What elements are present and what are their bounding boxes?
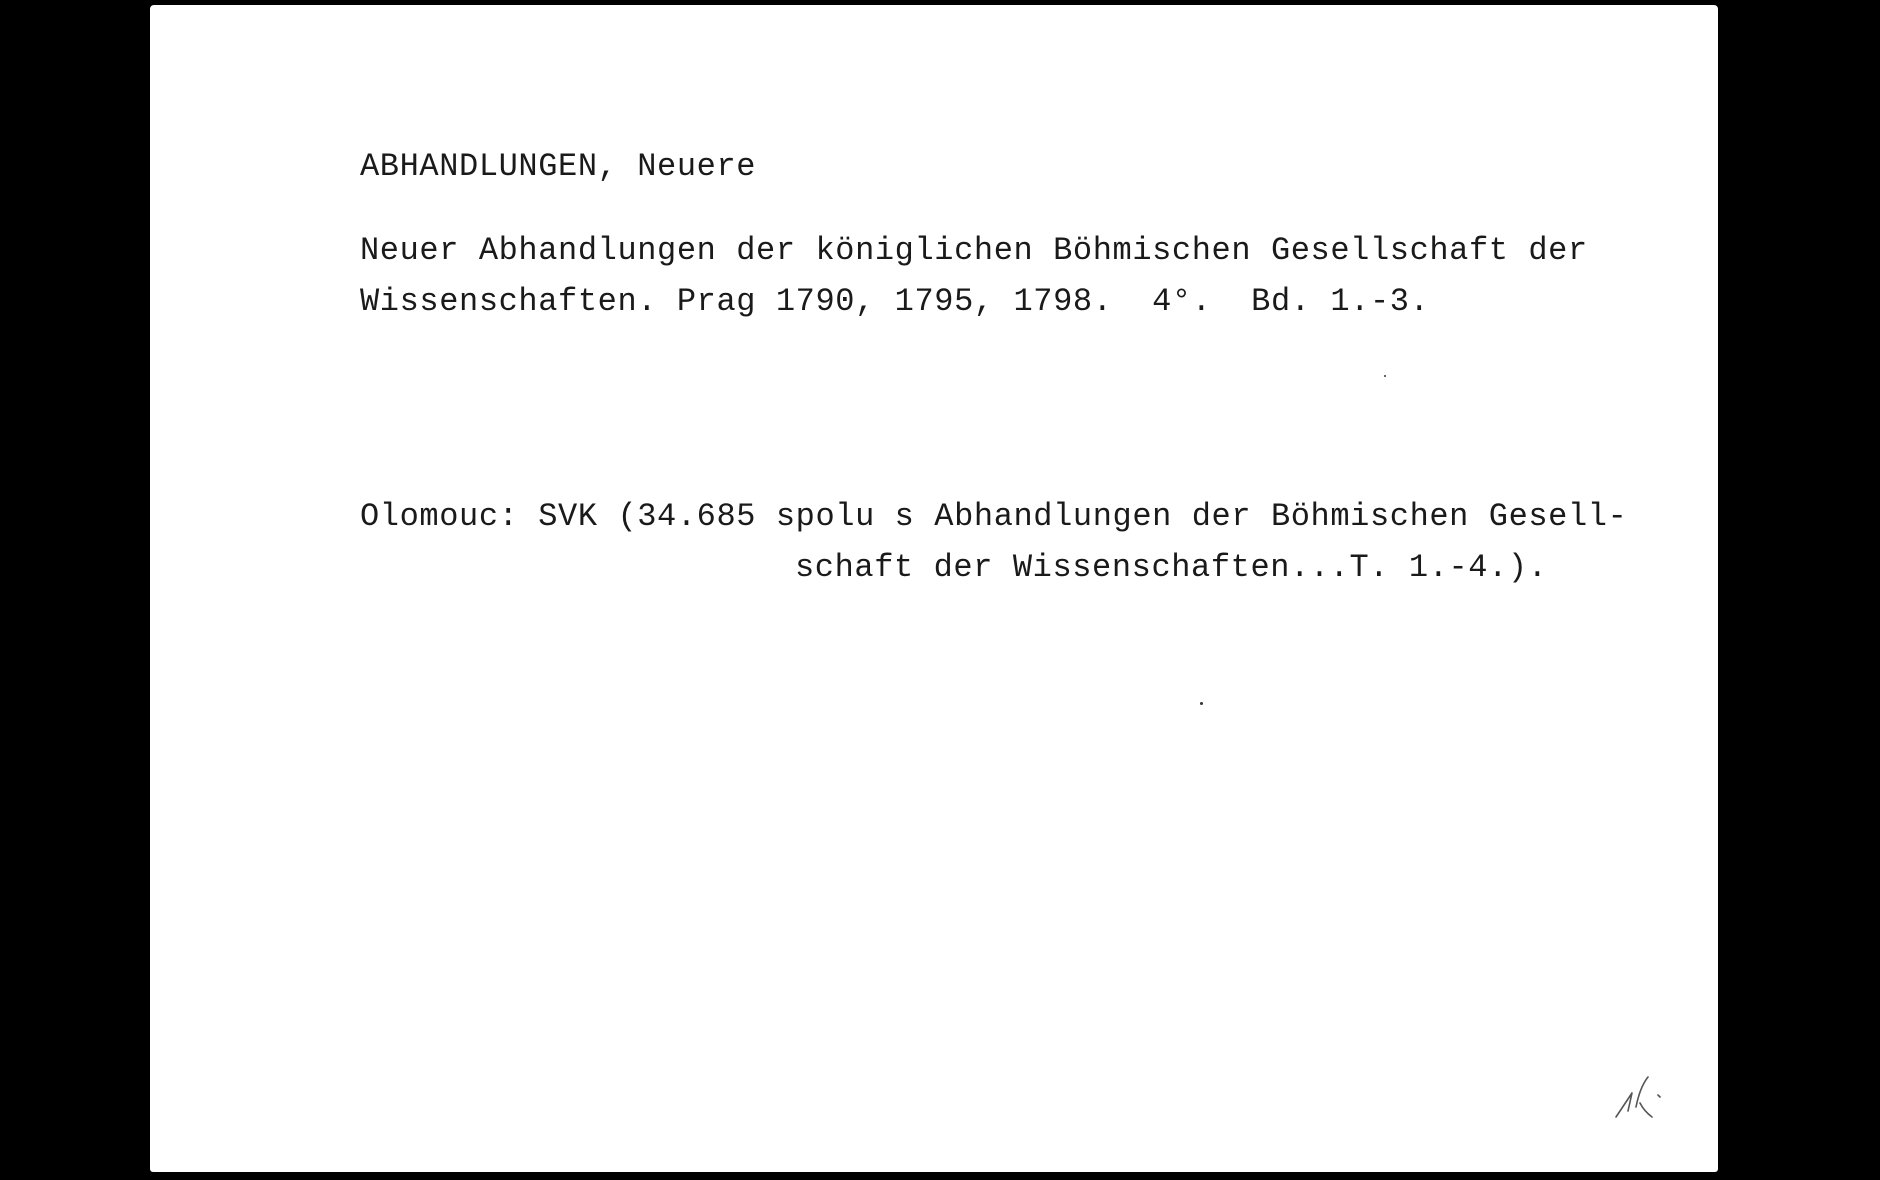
title-line-1: Neuer Abhandlungen der königlichen Böhmischen Gesellschaft der: [360, 232, 1588, 269]
holding-line-2: schaft der Wissenschaften...T. 1.-4.).: [795, 549, 1548, 586]
handwritten-mark-icon: [1610, 1067, 1680, 1125]
card-heading: ABHANDLUNGEN, Neuere: [360, 148, 757, 185]
ink-speck: [1384, 375, 1386, 377]
title-line-2: Wissenschaften. Prag 1790, 1795, 1798. 4°. Bd. 1.-3.: [360, 283, 1430, 320]
ink-speck: [1200, 702, 1203, 705]
holding-line-1: Olomouc: SVK (34.685 spolu s Abhandlungen der Böhmischen Gesell-: [360, 498, 1628, 535]
catalog-card: [150, 5, 1718, 1172]
